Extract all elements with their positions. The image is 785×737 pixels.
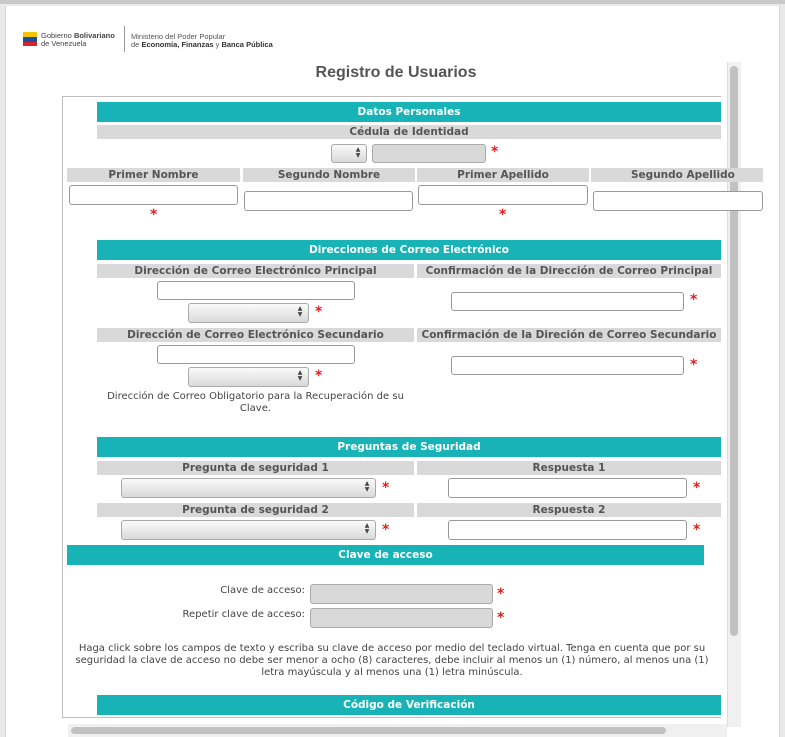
required-mark: * xyxy=(315,368,323,384)
correo-principal-input[interactable] xyxy=(157,281,355,300)
correo-secundario-label: Dirección de Correo Electrónico Secundario xyxy=(97,328,414,342)
vertical-scrollbar[interactable] xyxy=(727,62,741,727)
segundo-apellido-input[interactable] xyxy=(593,191,763,211)
government-name: Gobierno Bolivariano de Venezuela xyxy=(41,31,115,48)
government-logo xyxy=(23,26,303,56)
section-correo: Direcciones de Correo Electrónico xyxy=(97,240,721,260)
cedula-label: Cédula de Identidad xyxy=(97,125,721,139)
pregunta2-label: Pregunta de seguridad 2 xyxy=(97,503,414,517)
venezuela-flag-icon xyxy=(23,32,37,46)
primer-nombre-label: Primer Nombre xyxy=(67,168,240,182)
correo-secundario-domain-select[interactable]: ▲ ▼ xyxy=(188,367,309,387)
required-mark: * xyxy=(497,586,505,602)
clave-info: Haga click sobre los campos de texto y escriba su clave de acceso por medio del teclado virtual. Tenga en cuenta que por su seguridad la clave de acceso no debe ser menor a ocho (8) caracteres, debe incluir al menos un (1) número, al menos una (1) letra mayúscula y al menos una (1) letra minúscula. xyxy=(75,643,709,678)
required-mark: * xyxy=(497,610,505,626)
required-mark: * xyxy=(693,522,701,538)
section-seguridad: Preguntas de Seguridad xyxy=(97,437,721,457)
cedula-type-select[interactable]: ▲ ▼ xyxy=(331,144,367,163)
vertical-scroll-thumb[interactable] xyxy=(730,66,738,636)
clave-label: Clave de acceso: xyxy=(220,585,305,596)
pregunta1-label: Pregunta de seguridad 1 xyxy=(97,461,414,475)
ministry-name: Ministerio del Poder Popular de Economía, Finanzas y Banca Pública xyxy=(131,32,273,49)
section-datos-personales: Datos Personales xyxy=(97,102,721,122)
logo-divider xyxy=(124,26,125,52)
page-title: Registro de Usuarios xyxy=(315,64,477,81)
correo-principal-label: Dirección de Correo Electrónico Principal xyxy=(97,264,414,278)
required-mark: * xyxy=(499,207,507,223)
section-clave: Clave de acceso xyxy=(67,545,704,565)
segundo-nombre-label: Segundo Nombre xyxy=(243,168,415,182)
required-mark: * xyxy=(315,304,323,320)
confirm-correo-principal-label: Confirmación de la Dirección de Correo Principal xyxy=(417,264,721,278)
respuesta1-label: Respuesta 1 xyxy=(417,461,721,475)
required-mark: * xyxy=(690,292,698,308)
window-top-border xyxy=(0,0,785,4)
required-mark: * xyxy=(693,480,701,496)
required-mark: * xyxy=(382,522,390,538)
segundo-apellido-label: Segundo Apellido xyxy=(591,168,763,182)
respuesta1-input[interactable] xyxy=(448,478,687,498)
section-verificacion: Código de Verificación xyxy=(97,695,721,715)
repetir-clave-label: Repetir clave de acceso: xyxy=(182,609,305,620)
pregunta1-select[interactable]: ▲ ▼ xyxy=(121,478,376,498)
primer-nombre-input[interactable] xyxy=(69,185,238,205)
required-mark: * xyxy=(382,480,390,496)
required-mark: * xyxy=(150,207,158,223)
horizontal-scrollbar[interactable] xyxy=(68,724,727,737)
confirm-correo-secundario-input[interactable] xyxy=(451,356,684,375)
pregunta2-select[interactable]: ▲ ▼ xyxy=(121,520,376,540)
confirm-correo-secundario-label: Confirmación de la Direción de Correo Secundario xyxy=(417,328,721,342)
registration-form-frame xyxy=(62,96,735,718)
primer-apellido-label: Primer Apellido xyxy=(417,168,589,182)
primer-apellido-input[interactable] xyxy=(418,185,588,205)
segundo-nombre-input[interactable] xyxy=(244,191,413,211)
correo-secundario-input[interactable] xyxy=(157,345,355,364)
correo-principal-domain-select[interactable]: ▲ ▼ xyxy=(188,303,309,323)
required-mark: * xyxy=(690,357,698,373)
correo-note: Dirección de Correo Obligatorio para la Recuperación de su Clave. xyxy=(107,391,404,414)
cedula-input[interactable] xyxy=(372,144,486,163)
respuesta2-label: Respuesta 2 xyxy=(417,503,721,517)
horizontal-scroll-thumb[interactable] xyxy=(71,727,666,734)
required-mark: * xyxy=(491,144,499,160)
clave-input[interactable] xyxy=(310,584,493,604)
confirm-correo-principal-input[interactable] xyxy=(451,292,684,311)
repetir-clave-input[interactable] xyxy=(310,608,493,628)
respuesta2-input[interactable] xyxy=(448,520,687,540)
